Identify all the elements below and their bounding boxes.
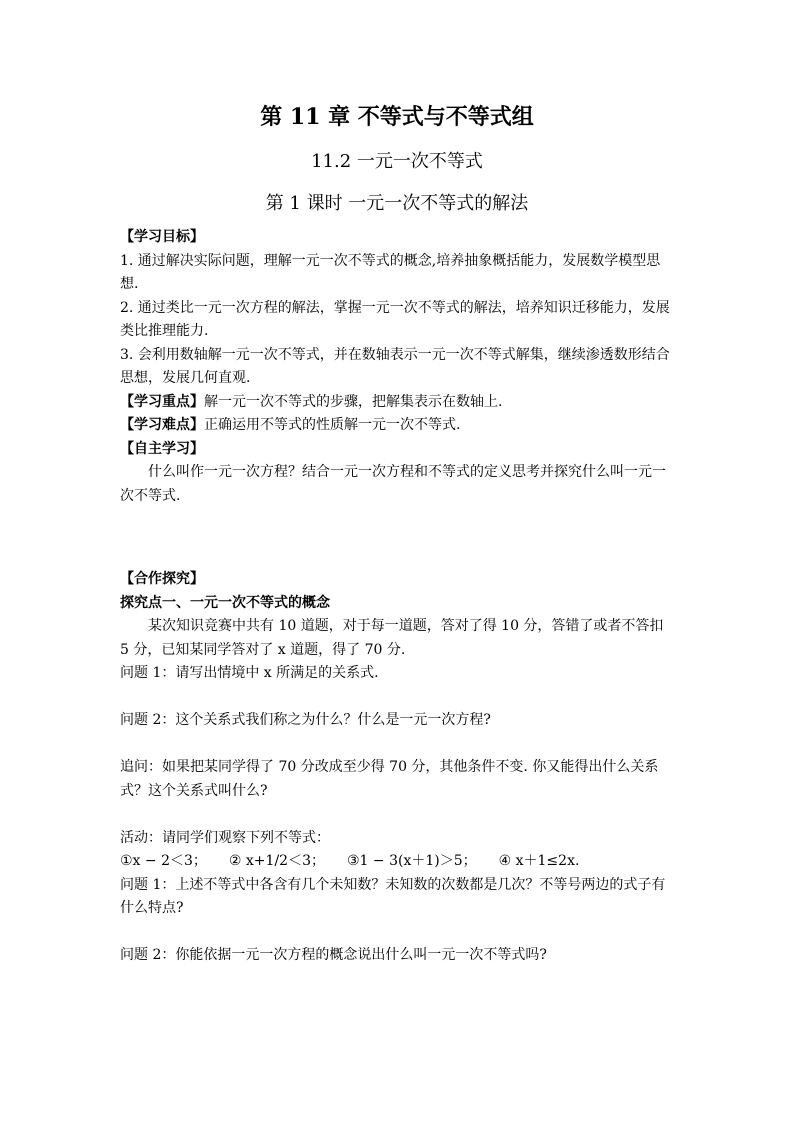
objective-item-3: 3. 会利用数轴解一元一次不等式，并在数轴表示一元一次不等式解集，继续渗透数形结合思想，发展几何直观.	[120, 346, 670, 386]
blank-answer-space	[120, 508, 676, 568]
objectives-heading: 【学习目标】	[120, 229, 204, 245]
scenario-text: 某次知识竞赛中共有 10 道题，对于每一道题，答对了得 10 分，答错了或者不答扣 5 分，已知某同学答对了 x 道题，得了 70 分.	[120, 618, 664, 658]
answer-gap	[120, 686, 676, 710]
difficult-points-text: 正确运用不等式的性质解一元一次不等式.	[204, 417, 461, 433]
inequality-2: ② x+1/2＜3；	[228, 853, 325, 869]
self-study-text: 什么叫作一元一次方程？结合一元一次方程和不等式的定义思考并探究什么叫一元一次不等式.	[120, 464, 666, 504]
question-2: 问题 2：这个关系式我们称之为什么？什么是一元一次方程?	[120, 712, 491, 728]
question-4: 问题 2：你能依据一元一次方程的概念说出什么叫一元一次不等式吗?	[120, 947, 547, 963]
answer-gap	[120, 733, 676, 757]
activity-text: 活动：请同学们观察下列不等式：	[120, 829, 330, 846]
answer-gap	[120, 803, 676, 827]
difficult-points	[120, 414, 676, 438]
inequality-list	[120, 850, 676, 874]
chapter-title: 第 11 章 不等式与不等式组	[260, 104, 534, 130]
inequality-3: ③1 − 3(x＋1)＞5；	[346, 853, 477, 869]
difficult-points-heading: 【学习难点】	[120, 417, 204, 433]
lesson-title: 第 1 课时 一元一次不等式的解法	[265, 193, 529, 214]
inequality-1: ①x − 2＜3；	[120, 853, 207, 869]
key-points	[120, 391, 676, 415]
key-points-text: 解一元一次不等式的步骤，把解集表示在数轴上.	[204, 393, 503, 410]
key-points-heading: 【学习重点】	[120, 393, 204, 410]
objective-item-2: 2. 通过类比一元一次方程的解法，掌握一元一次不等式的解法，培养知识迁移能力，发展类比推理能力.	[120, 299, 670, 339]
objective-item-1: 1. 通过解决实际问题，理解一元一次不等式的概念,培养抽象概括能力，发展数学模型思想.	[120, 252, 661, 292]
cooperative-heading: 【合作探究】	[120, 571, 204, 587]
document-body	[120, 226, 676, 968]
question-3: 问题 1：上述不等式中各含有几个未知数？未知数的次数都是几次？不等号两边的式子有什么特点?	[120, 876, 666, 916]
answer-gap	[120, 921, 676, 945]
inequality-4: ④ x＋1≤2x.	[498, 853, 580, 869]
section-title: 11.2 一元一次不等式	[311, 151, 483, 172]
exploration-point-title: 探究点一、一元一次不等式的概念	[120, 594, 330, 611]
follow-up-question: 追问：如果把某同学得了 70 分改成至少得 70 分，其他条件不变. 你又能得出什么关系式？这个关系式叫什么?	[120, 759, 659, 799]
self-study-heading: 【自主学习】	[120, 440, 204, 457]
question-1: 问题 1：请写出情境中 x 所满足的关系式.	[120, 665, 379, 681]
